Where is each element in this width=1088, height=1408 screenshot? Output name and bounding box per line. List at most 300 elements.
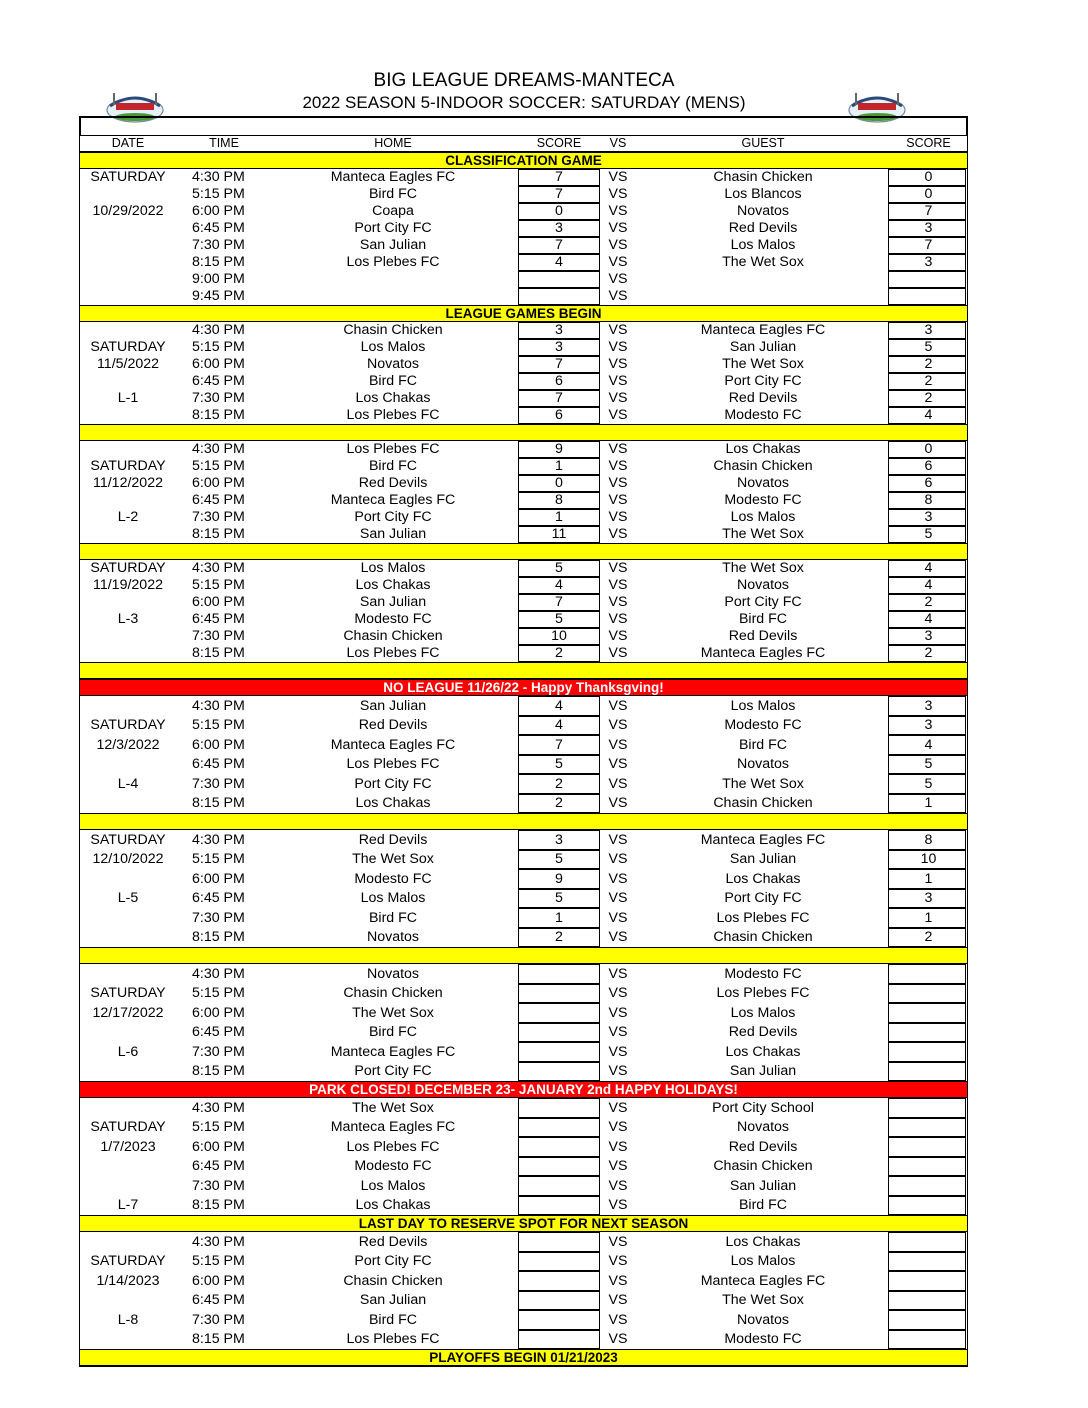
- vs-label: VS: [608, 1253, 628, 1270]
- guest-score: [890, 1118, 967, 1138]
- home-team: Los Plebes FC: [346, 645, 440, 662]
- home-team: Los Chakas: [355, 1197, 431, 1214]
- game-row: [80, 611, 967, 628]
- vs-label: VS: [608, 870, 628, 887]
- vs-label: VS: [608, 526, 628, 543]
- guest-team: Novatos: [736, 1119, 790, 1136]
- vs-label: VS: [608, 831, 628, 848]
- game-row: [80, 339, 967, 356]
- guest-team: Los Blancos: [724, 186, 802, 203]
- vs-label: VS: [608, 339, 628, 356]
- game-row: [80, 755, 967, 775]
- home-team: Los Malos: [360, 1177, 426, 1194]
- guest-score: [890, 1252, 967, 1272]
- home-score: 7: [555, 169, 563, 186]
- home-team: Los Malos: [360, 339, 426, 356]
- guest-score: 3: [924, 697, 933, 714]
- section-divider: [80, 543, 967, 560]
- home-team: Port City FC: [354, 1253, 432, 1270]
- date-cell: [80, 1157, 176, 1177]
- guest-team: Los Malos: [730, 237, 796, 254]
- home-score: 5: [555, 890, 563, 907]
- vs-label: VS: [608, 1177, 628, 1194]
- vs-label: VS: [608, 890, 628, 907]
- time-cell: 5:15 PM: [192, 186, 245, 203]
- game-row: [80, 356, 967, 373]
- guest-score: [890, 1098, 967, 1118]
- vs-label: VS: [608, 717, 628, 734]
- date-cell: [80, 1176, 176, 1196]
- vs-label: VS: [608, 1158, 628, 1175]
- home-score: [518, 1042, 600, 1062]
- time-cell: 6:00 PM: [192, 870, 245, 887]
- guest-team: The Wet Sox: [722, 775, 804, 792]
- game-row: [80, 220, 967, 237]
- home-team: Los Malos: [360, 560, 426, 577]
- date-cell: [80, 220, 176, 237]
- date-cell: [80, 1062, 176, 1082]
- guest-score: 4: [924, 577, 933, 594]
- home-score: 7: [555, 237, 563, 254]
- game-row: [80, 869, 967, 889]
- home-team: Bird FC: [368, 186, 418, 203]
- time-cell: 8:15 PM: [192, 929, 245, 946]
- home-score: [518, 1118, 600, 1138]
- guest-score: 5: [924, 339, 933, 356]
- guest-team: Red Devils: [728, 220, 798, 237]
- time-cell: 5:15 PM: [192, 577, 245, 594]
- date-cell: [80, 1023, 176, 1043]
- date-cell: SATURDAY: [90, 560, 166, 577]
- guest-score: 4: [924, 560, 933, 577]
- guest-score: [890, 1137, 967, 1157]
- vs-label: VS: [608, 356, 628, 373]
- time-cell: 4:30 PM: [192, 441, 245, 458]
- time-cell: 9:45 PM: [192, 288, 245, 305]
- guest-team: Bird FC: [738, 611, 788, 628]
- guest-team: Novatos: [736, 475, 790, 492]
- home-team: Red Devils: [358, 717, 428, 734]
- guest-team: Manteca Eagles FC: [700, 322, 826, 339]
- date-cell: [80, 492, 176, 509]
- date-cell: [80, 237, 176, 254]
- guest-team: San Julian: [729, 339, 797, 356]
- time-cell: 8:15 PM: [192, 1331, 245, 1348]
- time-cell: 7:30 PM: [192, 909, 245, 926]
- guest-score: 3: [924, 220, 933, 237]
- home-score: [518, 1062, 600, 1082]
- game-row: [80, 794, 967, 814]
- home-team: Port City FC: [354, 1063, 432, 1080]
- date-cell: [80, 869, 176, 889]
- guest-score: [890, 1271, 967, 1291]
- vs-label: VS: [608, 186, 628, 203]
- guest-score: [890, 1310, 967, 1330]
- time-cell: 6:00 PM: [192, 475, 245, 492]
- guest-team: Modesto FC: [724, 407, 802, 424]
- date-cell: SATURDAY: [90, 717, 166, 734]
- guest-score: [890, 1291, 967, 1311]
- game-row: [80, 908, 967, 928]
- game-row: [80, 594, 967, 611]
- home-score: 1: [555, 458, 563, 475]
- time-cell: 8:15 PM: [192, 795, 245, 812]
- home-team: Bird FC: [368, 373, 418, 390]
- game-row: [80, 716, 967, 736]
- guest-team: Manteca Eagles FC: [700, 831, 826, 848]
- col-vs: VS: [609, 136, 627, 151]
- vs-label: VS: [608, 909, 628, 926]
- col-time: TIME: [209, 136, 239, 151]
- guest-score: 3: [924, 628, 933, 645]
- vs-label: VS: [608, 373, 628, 390]
- guest-team: The Wet Sox: [722, 356, 804, 373]
- home-score: 4: [555, 254, 563, 271]
- guest-score: 7: [924, 237, 933, 254]
- guest-score: 2: [924, 645, 933, 662]
- time-cell: 6:00 PM: [192, 1272, 245, 1289]
- home-score: [518, 1310, 600, 1330]
- date-cell: L-5: [117, 890, 139, 907]
- time-cell: 6:00 PM: [192, 594, 245, 611]
- vs-label: VS: [608, 475, 628, 492]
- home-score: [518, 1098, 600, 1118]
- home-team: Red Devils: [358, 1233, 428, 1250]
- date-cell: SATURDAY: [90, 339, 166, 356]
- date-cell: [80, 407, 176, 424]
- date-cell: L-7: [117, 1197, 139, 1214]
- date-cell: [80, 628, 176, 645]
- home-score: 9: [555, 441, 563, 458]
- section-divider: [80, 662, 967, 679]
- time-cell: 6:00 PM: [192, 356, 245, 373]
- game-row: [80, 1271, 967, 1291]
- guest-score: 0: [924, 186, 933, 203]
- home-team: San Julian: [359, 1292, 427, 1309]
- guest-score: [890, 1176, 967, 1196]
- game-row: [80, 928, 967, 948]
- guest-team: Novatos: [736, 1311, 790, 1328]
- home-team: Los Plebes FC: [346, 254, 440, 271]
- home-score: [518, 1023, 600, 1043]
- guest-score: 8: [924, 492, 933, 509]
- time-cell: 8:15 PM: [192, 407, 245, 424]
- home-score: [518, 288, 600, 305]
- date-cell: [80, 1330, 176, 1350]
- vs-label: VS: [608, 594, 628, 611]
- column-headers: [80, 136, 967, 152]
- home-score: [518, 1176, 600, 1196]
- time-cell: 4:30 PM: [192, 1099, 245, 1116]
- home-team: Modesto FC: [354, 1158, 432, 1175]
- section-divider: [80, 424, 967, 441]
- vs-label: VS: [608, 851, 628, 868]
- home-team: Chasin Chicken: [343, 1272, 443, 1289]
- guest-score: [890, 1062, 967, 1082]
- home-team: Los Plebes FC: [346, 756, 440, 773]
- guest-team: Chasin Chicken: [713, 169, 813, 186]
- vs-label: VS: [608, 1331, 628, 1348]
- game-row: [80, 458, 967, 475]
- guest-score: 2: [924, 390, 933, 407]
- game-row: [80, 1023, 967, 1043]
- guest-team: Red Devils: [728, 390, 798, 407]
- home-team: Los Chakas: [355, 795, 431, 812]
- vs-label: VS: [608, 390, 628, 407]
- section-divider: [80, 813, 967, 830]
- guest-team: Los Malos: [730, 509, 796, 526]
- date-cell: 12/3/2022: [96, 736, 160, 753]
- vs-label: VS: [608, 1119, 628, 1136]
- home-team: Chasin Chicken: [343, 985, 443, 1002]
- home-score: [518, 1137, 600, 1157]
- home-score: 2: [555, 795, 563, 812]
- guest-score: 4: [924, 736, 933, 753]
- guest-score: 1: [924, 870, 933, 887]
- guest-team: Red Devils: [728, 1024, 798, 1041]
- home-team: Chasin Chicken: [343, 628, 443, 645]
- game-row: [80, 288, 967, 305]
- home-team: Port City FC: [354, 509, 432, 526]
- guest-team: San Julian: [729, 1177, 797, 1194]
- home-team: San Julian: [359, 526, 427, 543]
- home-score: 2: [555, 775, 563, 792]
- home-score: 2: [555, 645, 563, 662]
- game-row: [80, 492, 967, 509]
- guest-score: [890, 1330, 967, 1350]
- home-score: [518, 964, 600, 984]
- game-row: [80, 1137, 967, 1157]
- vs-label: VS: [608, 271, 628, 288]
- vs-label: VS: [608, 322, 628, 339]
- home-score: [518, 1271, 600, 1291]
- home-score: 1: [555, 509, 563, 526]
- home-score: [518, 1232, 600, 1252]
- home-team: Bird FC: [368, 458, 418, 475]
- home-score: 3: [555, 831, 563, 848]
- date-cell: [80, 186, 176, 203]
- home-score: 7: [555, 356, 563, 373]
- game-row: [80, 237, 967, 254]
- home-team: Bird FC: [368, 1311, 418, 1328]
- game-row: [80, 1176, 967, 1196]
- home-team: Red Devils: [358, 475, 428, 492]
- time-cell: 7:30 PM: [192, 509, 245, 526]
- time-cell: 4:30 PM: [192, 831, 245, 848]
- time-cell: 4:30 PM: [192, 322, 245, 339]
- time-cell: 4:30 PM: [192, 965, 245, 982]
- home-team: Novatos: [366, 965, 420, 982]
- guest-score: 3: [924, 509, 933, 526]
- game-row: [80, 735, 967, 755]
- col-date: DATE: [111, 136, 145, 151]
- schedule-body: [80, 152, 967, 1366]
- date-cell: 1/7/2023: [100, 1138, 156, 1155]
- home-score: 0: [555, 203, 563, 220]
- guest-score: 8: [924, 831, 933, 848]
- guest-score: [890, 1232, 967, 1252]
- game-row: [80, 628, 967, 645]
- guest-team: Port City FC: [724, 594, 802, 611]
- vs-label: VS: [608, 169, 628, 186]
- guest-team: [636, 288, 890, 305]
- game-row: [80, 475, 967, 492]
- home-score: 5: [555, 560, 563, 577]
- date-cell: L-1: [117, 390, 139, 407]
- home-team: Modesto FC: [354, 611, 432, 628]
- home-team: San Julian: [359, 594, 427, 611]
- home-score: [518, 1330, 600, 1350]
- time-cell: 8:15 PM: [192, 645, 245, 662]
- date-cell: 11/12/2022: [93, 475, 163, 492]
- guest-team: The Wet Sox: [722, 254, 804, 271]
- section-banner: PLAYOFFS BEGIN 01/21/2023: [80, 1349, 967, 1366]
- guest-score: 4: [924, 611, 933, 628]
- home-score: 3: [555, 339, 563, 356]
- guest-score: 3: [924, 322, 933, 339]
- vs-label: VS: [608, 254, 628, 271]
- date-cell: SATURDAY: [90, 169, 166, 186]
- home-team: [270, 288, 516, 305]
- home-team: San Julian: [359, 237, 427, 254]
- time-cell: 7:30 PM: [192, 775, 245, 792]
- home-team: The Wet Sox: [352, 1004, 434, 1021]
- guest-team: The Wet Sox: [722, 526, 804, 543]
- home-team: Manteca Eagles FC: [330, 1119, 456, 1136]
- time-cell: 5:15 PM: [192, 1119, 245, 1136]
- home-score: [518, 1196, 600, 1216]
- home-score: 7: [555, 186, 563, 203]
- guest-team: Bird FC: [738, 736, 788, 753]
- guest-team: Red Devils: [728, 1138, 798, 1155]
- guest-team: [636, 271, 890, 288]
- guest-team: Chasin Chicken: [713, 795, 813, 812]
- home-score: 4: [555, 577, 563, 594]
- home-team: Los Chakas: [355, 577, 431, 594]
- guest-score: 10: [920, 851, 937, 868]
- date-cell: [80, 755, 176, 775]
- game-row: [80, 169, 967, 186]
- game-row: [80, 1003, 967, 1023]
- guest-team: Modesto FC: [724, 1331, 802, 1348]
- date-cell: [80, 271, 176, 288]
- guest-score: [890, 288, 967, 305]
- guest-score: 4: [924, 407, 933, 424]
- col-guest: GUEST: [741, 136, 785, 151]
- section-banner: CLASSIFICATION GAME: [80, 152, 967, 169]
- vs-label: VS: [608, 577, 628, 594]
- home-score: 3: [555, 322, 563, 339]
- time-cell: 6:00 PM: [192, 203, 245, 220]
- vs-label: VS: [608, 756, 628, 773]
- home-score: 11: [551, 526, 567, 543]
- game-row: [80, 774, 967, 794]
- guest-team: Los Plebes FC: [716, 985, 810, 1002]
- guest-score: 2: [924, 594, 933, 611]
- vs-label: VS: [608, 1099, 628, 1116]
- guest-score: 3: [924, 890, 933, 907]
- guest-team: Los Malos: [730, 1004, 796, 1021]
- vs-label: VS: [608, 611, 628, 628]
- time-cell: 6:45 PM: [192, 492, 245, 509]
- home-score: [518, 984, 600, 1004]
- game-row: [80, 186, 967, 203]
- date-cell: L-3: [117, 611, 139, 628]
- guest-team: Bird FC: [738, 1197, 788, 1214]
- home-team: Manteca Eagles FC: [330, 736, 456, 753]
- guest-score: [890, 1042, 967, 1062]
- guest-score: 5: [924, 526, 933, 543]
- col-home: HOME: [374, 136, 412, 151]
- game-row: [80, 577, 967, 594]
- game-row: [80, 830, 967, 850]
- vs-label: VS: [608, 985, 628, 1002]
- guest-team: San Julian: [729, 1063, 797, 1080]
- guest-score: [890, 1157, 967, 1177]
- date-cell: [80, 526, 176, 543]
- home-score: 5: [555, 611, 563, 628]
- game-row: [80, 1098, 967, 1118]
- schedule-table: [79, 135, 968, 1367]
- time-cell: 6:45 PM: [192, 373, 245, 390]
- date-cell: 11/19/2022: [93, 577, 163, 594]
- time-cell: 4:30 PM: [192, 697, 245, 714]
- home-score: 6: [555, 407, 563, 424]
- vs-label: VS: [608, 645, 628, 662]
- guest-score: 3: [924, 717, 933, 734]
- home-team: Bird FC: [368, 1024, 418, 1041]
- guest-score: [890, 1196, 967, 1216]
- time-cell: 5:15 PM: [192, 717, 245, 734]
- section-divider: [80, 947, 967, 964]
- guest-score: 2: [924, 929, 933, 946]
- date-cell: 1/14/2023: [96, 1272, 160, 1289]
- game-row: [80, 1042, 967, 1062]
- date-cell: SATURDAY: [90, 1119, 166, 1136]
- date-cell: [80, 441, 176, 458]
- home-score: 7: [555, 390, 563, 407]
- date-cell: L-8: [117, 1311, 139, 1328]
- date-cell: SATURDAY: [90, 985, 166, 1002]
- vs-label: VS: [608, 203, 628, 220]
- home-score: [518, 1003, 600, 1023]
- time-cell: 6:45 PM: [192, 1292, 245, 1309]
- home-score: 1: [555, 909, 563, 926]
- vs-label: VS: [608, 795, 628, 812]
- guest-score: 3: [924, 254, 933, 271]
- guest-score: 5: [924, 775, 933, 792]
- time-cell: 6:00 PM: [192, 736, 245, 753]
- date-cell: [80, 322, 176, 339]
- guest-team: Port City FC: [724, 890, 802, 907]
- date-cell: 11/5/2022: [96, 356, 160, 373]
- section-banner: NO LEAGUE 11/26/22 - Happy Thanksgving!: [80, 679, 967, 696]
- home-team: Los Chakas: [355, 390, 431, 407]
- time-cell: 6:00 PM: [192, 1138, 245, 1155]
- guest-team: Port City FC: [724, 373, 802, 390]
- time-cell: 9:00 PM: [192, 271, 245, 288]
- guest-score: [890, 1003, 967, 1023]
- game-row: [80, 889, 967, 909]
- guest-team: Manteca Eagles FC: [700, 645, 826, 662]
- guest-team: Modesto FC: [724, 717, 802, 734]
- date-cell: [80, 645, 176, 662]
- home-score: 4: [555, 717, 563, 734]
- time-cell: 4:30 PM: [192, 169, 245, 186]
- home-score: 4: [555, 697, 563, 714]
- guest-team: Novatos: [736, 756, 790, 773]
- time-cell: 5:15 PM: [192, 339, 245, 356]
